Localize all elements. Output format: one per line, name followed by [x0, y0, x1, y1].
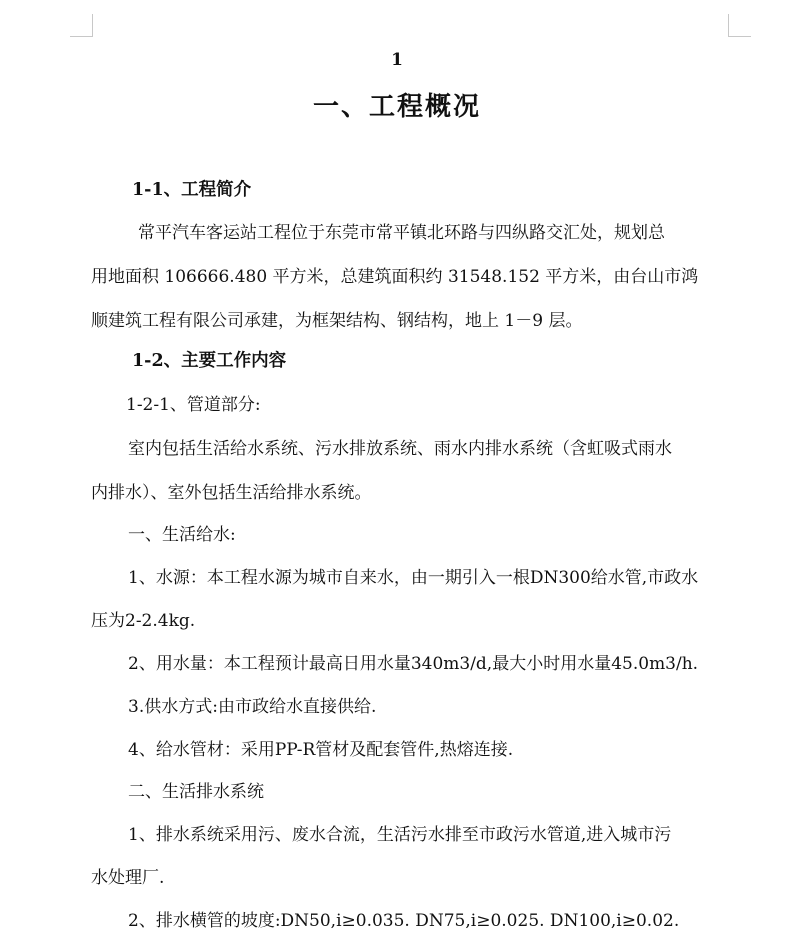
section-heading-1-1: 1-1、工程简介 [132, 180, 252, 200]
crop-mark-top-left [70, 14, 93, 37]
page-number: 1 [391, 50, 403, 70]
paragraph-line: 2、排水横管的坡度:DN50,i≥0.035. DN75,i≥0.025. DN100,i≥0.02. [128, 911, 680, 931]
paragraph-line: 2、用水量：本工程预计最高日用水量340m3/d,最大小时用水量45.0m3/h. [128, 654, 699, 674]
document-title: 一、工程概况 [312, 92, 481, 122]
subheading-water-supply: 一、生活给水: [128, 525, 236, 545]
paragraph-line: 3.供水方式:由市政给水直接供给. [128, 697, 377, 717]
paragraph-line: 常平汽车客运站工程位于东莞市常平镇北环路与四纵路交汇处，规划总 [138, 223, 665, 243]
section-heading-1-2: 1-2、主要工作内容 [132, 351, 287, 371]
paragraph-line: 顺建筑工程有限公司承建，为框架结构、钢结构，地上 1－9 层。 [91, 311, 583, 331]
subheading-drainage: 二、生活排水系统 [128, 782, 264, 802]
paragraph-line: 4、给水管材：采用PP-R管材及配套管件,热熔连接. [128, 740, 514, 760]
paragraph-line: 用地面积 106666.480 平方米，总建筑面积约 31548.152 平方米，由台山市鸿 [91, 267, 699, 287]
paragraph-line: 室内包括生活给水系统、污水排放系统、雨水内排水系统（含虹吸式雨水 [128, 439, 672, 459]
crop-mark-top-right [728, 14, 751, 37]
paragraph-line: 内排水）、室外包括生活给排水系统。 [91, 483, 372, 503]
paragraph-line: 1、水源：本工程水源为城市自来水，由一期引入一根DN300给水管,市政水 [128, 568, 699, 588]
paragraph-line: 1、排水系统采用污、废水合流，生活污水排至市政污水管道,进入城市污 [128, 825, 672, 845]
subheading-1-2-1: 1-2-1、管道部分: [126, 395, 261, 415]
paragraph-line: 水处理厂. [91, 868, 165, 888]
paragraph-line: 压为2-2.4kg. [91, 611, 196, 631]
